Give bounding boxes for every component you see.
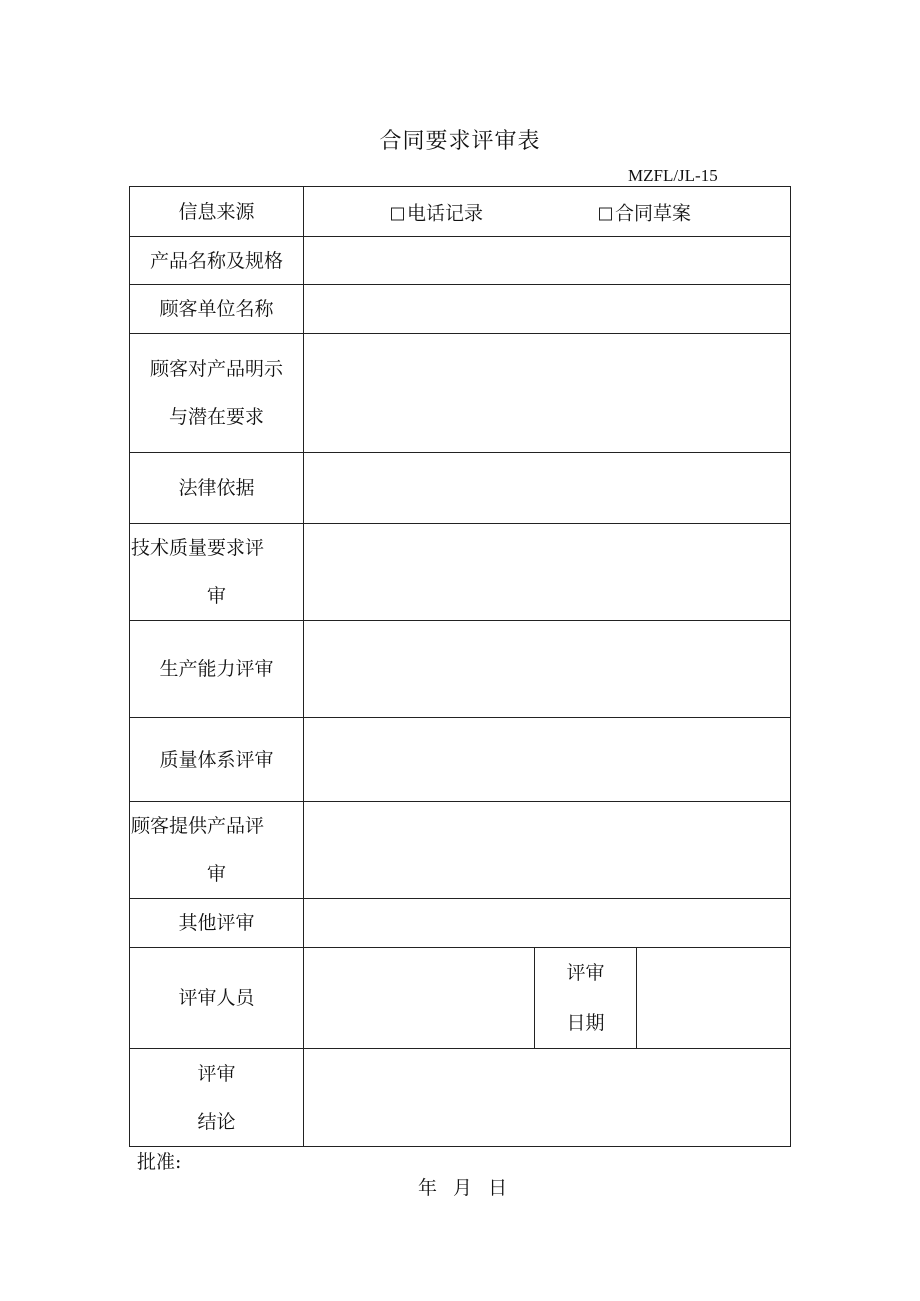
customer-name-field[interactable] bbox=[304, 285, 791, 334]
conclusion-label bbox=[130, 1049, 304, 1147]
reviewers-label: 评审人员 bbox=[130, 948, 304, 1049]
form-title: 合同要求评审表 bbox=[379, 129, 541, 154]
customer-requirements-label-line1: 顾客对产品明示 bbox=[149, 358, 283, 380]
row-capacity-review bbox=[130, 621, 791, 718]
other-review-field[interactable] bbox=[304, 899, 791, 948]
row-legal-basis bbox=[130, 453, 791, 524]
capacity-review-label: 生产能力评审 bbox=[130, 621, 304, 718]
row-quality-system-review bbox=[130, 718, 791, 802]
info-source-options bbox=[304, 187, 791, 237]
row-reviewers bbox=[130, 948, 791, 1049]
customer-requirements-field[interactable] bbox=[304, 334, 791, 453]
quality-system-review-label: 质量体系评审 bbox=[130, 718, 304, 802]
contract-review-table bbox=[129, 186, 791, 1147]
legal-basis-field[interactable] bbox=[304, 453, 791, 524]
conclusion-field[interactable] bbox=[304, 1049, 791, 1147]
info-source-label: 信息来源 bbox=[130, 187, 304, 237]
option-phone-record[interactable] bbox=[391, 198, 483, 225]
tech-quality-review-label bbox=[130, 524, 304, 621]
review-date-label-line2: 日期 bbox=[566, 1012, 605, 1034]
option-phone-record-label: 电话记录 bbox=[407, 202, 484, 224]
checkbox-icon[interactable] bbox=[391, 207, 404, 220]
row-product-spec bbox=[130, 237, 791, 285]
product-spec-label: 产品名称及规格 bbox=[130, 237, 304, 285]
customer-product-review-field[interactable] bbox=[304, 802, 791, 899]
review-date-label bbox=[535, 948, 637, 1049]
legal-basis-label: 法律依据 bbox=[130, 453, 304, 524]
capacity-review-field[interactable] bbox=[304, 621, 791, 718]
conclusion-label-line2: 结论 bbox=[197, 1110, 236, 1133]
customer-product-review-label-line1: 顾客提供产品评 bbox=[131, 815, 265, 837]
approve-label: 批准: bbox=[137, 1151, 182, 1173]
tech-quality-review-label-line2: 审 bbox=[206, 585, 226, 607]
customer-product-review-label-line2: 审 bbox=[206, 863, 226, 885]
customer-requirements-label-line2: 与潜在要求 bbox=[168, 406, 264, 428]
date-label: 年 月 日 bbox=[418, 1177, 508, 1199]
customer-name-label: 顾客单位名称 bbox=[130, 285, 304, 334]
row-other-review bbox=[130, 899, 791, 948]
review-date-label-line1: 评审 bbox=[566, 962, 605, 984]
product-spec-field[interactable] bbox=[304, 237, 791, 285]
row-customer-product-review bbox=[130, 802, 791, 899]
row-customer-requirements bbox=[130, 334, 791, 453]
other-review-label: 其他评审 bbox=[130, 899, 304, 948]
customer-product-review-label bbox=[130, 802, 304, 899]
tech-quality-review-label-line1: 技术质量要求评 bbox=[131, 537, 265, 559]
review-date-field[interactable] bbox=[637, 948, 791, 1049]
row-customer-name bbox=[130, 285, 791, 334]
row-tech-quality-review bbox=[130, 524, 791, 621]
row-conclusion bbox=[130, 1049, 791, 1147]
row-info-source bbox=[130, 187, 791, 237]
option-contract-draft-label: 合同草案 bbox=[615, 202, 692, 224]
form-code: MZFL/JL-15 bbox=[628, 166, 718, 185]
reviewers-field[interactable] bbox=[304, 948, 535, 1049]
checkbox-icon[interactable] bbox=[599, 207, 612, 220]
customer-requirements-label bbox=[130, 334, 304, 453]
quality-system-review-field[interactable] bbox=[304, 718, 791, 802]
conclusion-label-line1: 评审 bbox=[197, 1062, 236, 1085]
option-contract-draft[interactable] bbox=[599, 198, 691, 225]
tech-quality-review-field[interactable] bbox=[304, 524, 791, 621]
